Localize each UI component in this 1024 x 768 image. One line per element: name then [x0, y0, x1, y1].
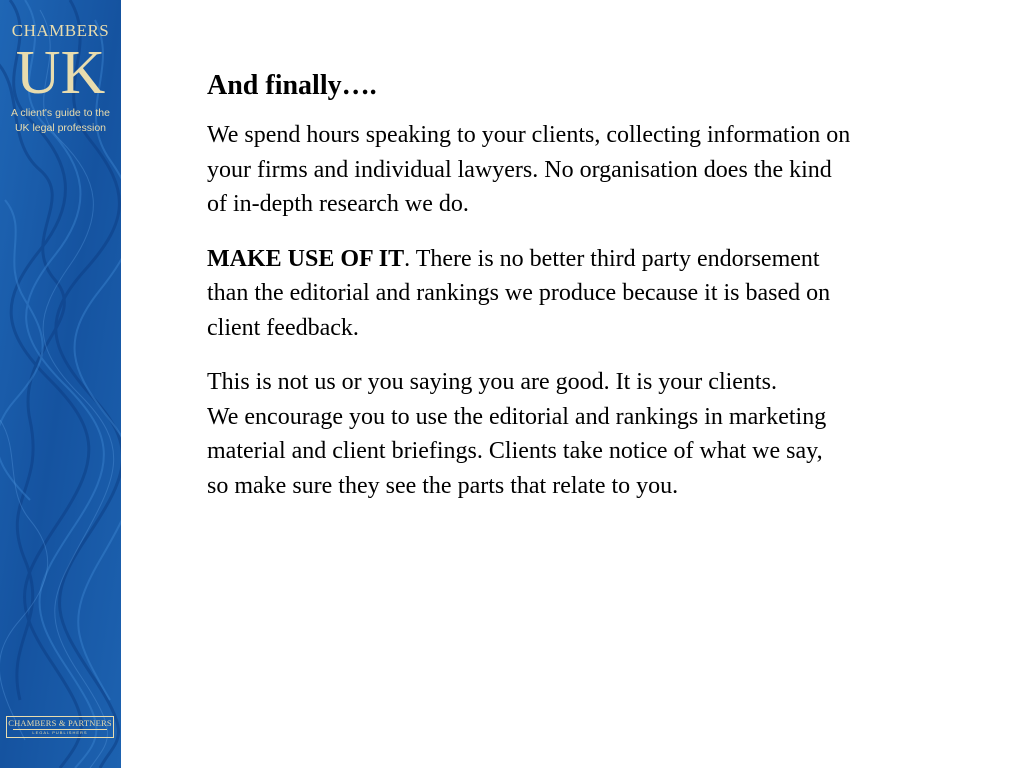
paragraph-line: client feedback. — [207, 314, 359, 341]
slide-title: And finally…. — [207, 70, 377, 101]
paragraph-line: material and client briefings. Clients take notice of what we say, — [207, 438, 823, 464]
brand-chambers-text: CHAMBERS — [11, 21, 110, 40]
paragraph-encourage — [207, 365, 987, 503]
brand-tagline-line1: A client's guide to the — [11, 107, 110, 119]
publisher-subtitle: LEGAL PUBLISHERS — [13, 729, 107, 736]
publisher-name: CHAMBERS & PARTNERS — [8, 718, 112, 728]
chambers-partners-logo — [6, 716, 114, 738]
paragraph-line-rest: . There is no better third party endorsement — [404, 245, 820, 272]
slide-content — [207, 66, 987, 523]
emphasis-text: MAKE USE OF IT — [207, 245, 405, 272]
paragraph-make-use — [207, 242, 987, 346]
brand-tagline-line2: UK legal profession — [14, 122, 107, 134]
paragraph-line: your firms and individual lawyers. No organisation does the kind — [207, 156, 832, 183]
paragraph-line: of in-depth research we do. — [207, 191, 469, 217]
paragraph-line: We encourage you to use the editorial and rankings in marketing — [207, 403, 827, 430]
chambers-uk-logo — [0, 20, 121, 136]
paragraph-research — [207, 118, 987, 222]
paragraph-line: This is not us or you saying you are good. It is your clients. — [207, 369, 777, 395]
paragraph-line: than the editorial and rankings we produce because it is based on — [207, 280, 831, 306]
brand-sidebar — [0, 0, 121, 768]
paragraph-line: so make sure they see the parts that relate to you. — [207, 472, 679, 499]
brand-uk-text: UK — [15, 39, 106, 107]
paragraph-line: We spend hours speaking to your clients, collecting information on — [207, 122, 851, 148]
paragraph-line — [207, 242, 987, 277]
brand-tagline — [0, 106, 121, 136]
